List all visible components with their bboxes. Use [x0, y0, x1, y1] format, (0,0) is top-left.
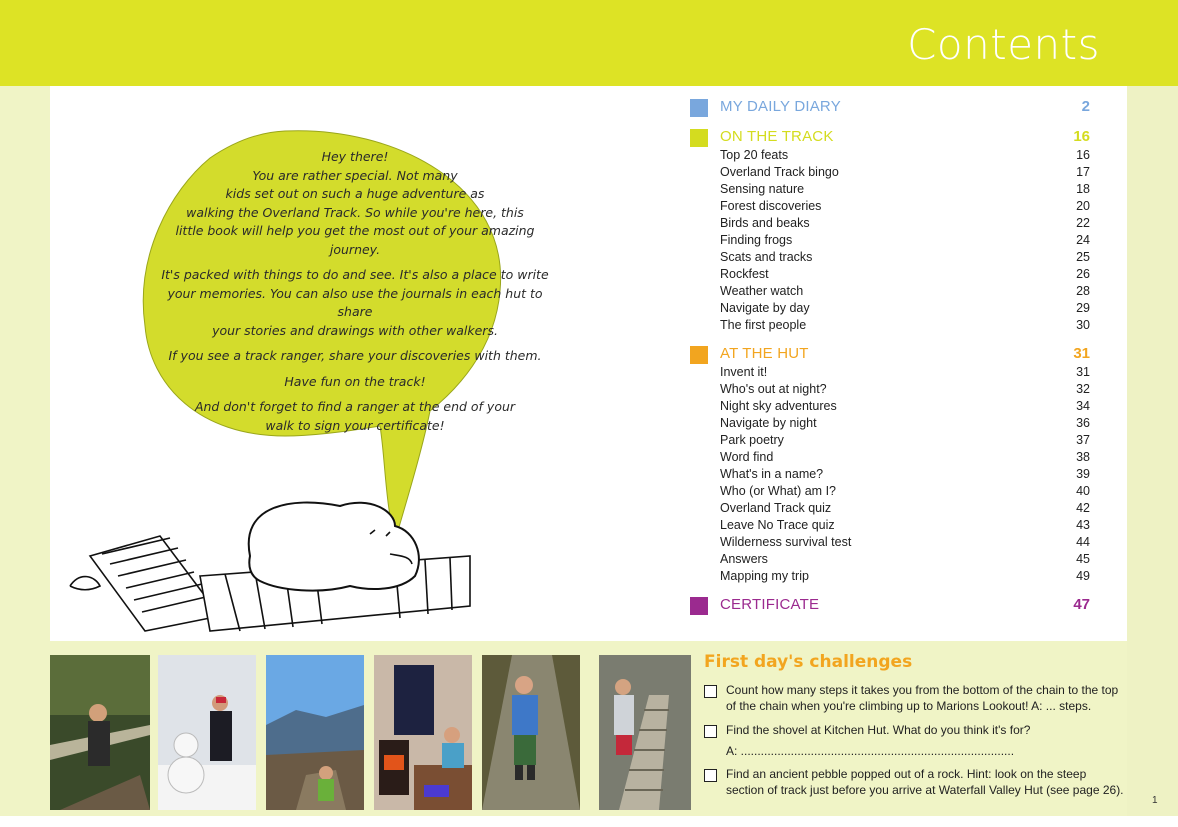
toc-section[interactable]	[690, 343, 1090, 365]
bubble-paragraph	[160, 373, 550, 392]
entry-label: Wilderness survival test	[720, 535, 852, 549]
toc-entry[interactable]	[720, 233, 1090, 250]
challenge-checkbox[interactable]	[704, 685, 717, 698]
entry-label: Night sky adventures	[720, 399, 837, 413]
section-page: 16	[1073, 128, 1090, 145]
section-page: 2	[1081, 98, 1090, 115]
section-color-square	[690, 129, 708, 147]
entry-label: Birds and beaks	[720, 216, 810, 230]
entry-label: Rockfest	[720, 267, 769, 281]
toc-entry[interactable]	[720, 535, 1090, 552]
entry-label: Finding frogs	[720, 233, 793, 247]
challenge-text: Find an ancient pebble popped out of a rock. Hint: look on the steep section of track just before you arrive at Waterfall Valley Hut (see page 26).	[726, 767, 1124, 797]
entry-page: 17	[1076, 165, 1090, 179]
entry-page: 34	[1076, 399, 1090, 413]
wombat-drawing	[70, 503, 470, 631]
challenge-item	[704, 766, 1124, 798]
challenges-title: First day's challenges	[704, 652, 913, 672]
entry-label: Scats and tracks	[720, 250, 813, 264]
toc-entry[interactable]	[720, 399, 1090, 416]
entry-page: 25	[1076, 250, 1090, 264]
entry-page: 26	[1076, 267, 1090, 281]
table-of-contents	[690, 96, 1090, 624]
entry-label: Who (or What) am I?	[720, 484, 836, 498]
toc-entry[interactable]	[720, 467, 1090, 484]
entry-page: 16	[1076, 148, 1090, 162]
toc-entry[interactable]	[720, 318, 1090, 335]
section-gap	[690, 335, 1090, 343]
entry-label: Overland Track bingo	[720, 165, 839, 179]
entry-page: 31	[1076, 365, 1090, 379]
right-margin-strip	[1127, 86, 1178, 816]
toc-entry[interactable]	[720, 165, 1090, 182]
entry-page: 30	[1076, 318, 1090, 332]
answer-line: A: ..................................................................................	[726, 744, 1015, 758]
bubble-line: It's packed with things to do and see. It's also a place to write	[161, 267, 549, 282]
entry-page: 22	[1076, 216, 1090, 230]
section-title: AT THE HUT	[720, 345, 809, 362]
entry-page: 32	[1076, 382, 1090, 396]
toc-entry[interactable]	[720, 199, 1090, 216]
photo-muddy-track	[482, 655, 580, 810]
section-color-square	[690, 346, 708, 364]
bubble-line: Hey there!	[321, 149, 389, 164]
bubble-line: Have fun on the track!	[284, 373, 426, 389]
section-title: CERTIFICATE	[720, 596, 820, 613]
bubble-paragraph	[160, 347, 550, 366]
photo-mountain-view	[266, 655, 364, 810]
page-number: 1	[1152, 795, 1158, 806]
section-entries	[720, 148, 1090, 335]
toc-entry[interactable]	[720, 301, 1090, 318]
bottom-margin	[0, 816, 1178, 827]
entry-label: Sensing nature	[720, 182, 805, 196]
bubble-line: walk to sign your certificate!	[265, 417, 445, 433]
toc-entry[interactable]	[720, 267, 1090, 284]
entry-label: Answers	[720, 552, 768, 566]
entry-label: Forest discoveries	[720, 199, 822, 213]
speech-bubble-text	[160, 148, 550, 442]
toc-entry[interactable]	[720, 182, 1090, 199]
challenge-text: Count how many steps it takes you from the bottom of the chain to the top of the chain when you're climbing up to Marions Lookout! A: ... steps.	[726, 683, 1119, 713]
challenge-item	[704, 722, 1124, 738]
section-color-square	[690, 597, 708, 615]
toc-entry[interactable]	[720, 450, 1090, 467]
section-title: MY DAILY DIARY	[720, 98, 841, 115]
entry-label: Top 20 feats	[720, 148, 789, 162]
photo-suspension-bridge	[50, 655, 150, 810]
section-gap	[690, 586, 1090, 594]
entry-label: Overland Track quiz	[720, 501, 832, 515]
bubble-paragraph	[160, 266, 550, 340]
entry-label: Weather watch	[720, 284, 804, 298]
section-color-square	[690, 99, 708, 117]
entry-page: 20	[1076, 199, 1090, 213]
entry-page: 40	[1076, 484, 1090, 498]
entry-page: 43	[1076, 518, 1090, 532]
section-page: 31	[1073, 345, 1090, 362]
entry-page: 38	[1076, 450, 1090, 464]
toc-entry[interactable]	[720, 552, 1090, 569]
entry-page: 28	[1076, 284, 1090, 298]
entry-label: Mapping my trip	[720, 569, 809, 583]
challenge-checkbox[interactable]	[704, 725, 717, 738]
bubble-line: your memories. You can also use the journals in each hut to share	[167, 285, 543, 319]
entry-page: 45	[1076, 552, 1090, 566]
first-day-challenges	[704, 652, 1124, 806]
bubble-paragraph	[160, 398, 550, 435]
toc-section[interactable]	[690, 96, 1090, 118]
entry-label: Invent it!	[720, 365, 768, 379]
toc-entry[interactable]	[720, 484, 1090, 501]
photo-boardwalk-steps	[599, 655, 691, 810]
entry-label: The first people	[720, 318, 807, 332]
bubble-line: little book will help you get the most out of your amazing	[175, 223, 535, 238]
page-title: Contents	[907, 20, 1100, 69]
bubble-paragraph	[160, 148, 550, 259]
challenge-item	[704, 682, 1124, 714]
toc-entry[interactable]	[720, 382, 1090, 399]
toc-section[interactable]	[690, 126, 1090, 148]
toc-entry[interactable]	[720, 569, 1090, 586]
bubble-line: journey.	[329, 241, 381, 257]
entry-page: 42	[1076, 501, 1090, 515]
toc-entry[interactable]	[720, 501, 1090, 518]
toc-entry[interactable]	[720, 518, 1090, 535]
bubble-line: kids set out on such a huge adventure as	[225, 186, 485, 201]
section-title: ON THE TRACK	[720, 128, 834, 145]
toc-entry[interactable]	[720, 433, 1090, 450]
toc-entry[interactable]	[720, 148, 1090, 165]
entry-label: What's in a name?	[720, 467, 824, 481]
toc-entry[interactable]	[720, 216, 1090, 233]
section-page: 47	[1073, 596, 1090, 613]
entry-label: Leave No Trace quiz	[720, 518, 835, 532]
toc-section[interactable]	[690, 594, 1090, 616]
entry-label: Park poetry	[720, 433, 784, 447]
section-gap	[690, 118, 1090, 126]
section-gap	[690, 616, 1090, 624]
toc-entry[interactable]	[720, 416, 1090, 433]
entry-page: 24	[1076, 233, 1090, 247]
entry-label: Who's out at night?	[720, 382, 827, 396]
entry-page: 37	[1076, 433, 1090, 447]
page-header	[0, 0, 1178, 86]
section-entries	[720, 365, 1090, 586]
entry-page: 36	[1076, 416, 1090, 430]
entry-page: 49	[1076, 569, 1090, 583]
entry-page: 18	[1076, 182, 1090, 196]
entry-label: Word find	[720, 450, 774, 464]
entry-page: 39	[1076, 467, 1090, 481]
challenge-text: Find the shovel at Kitchen Hut. What do you think it's for?	[726, 723, 1031, 737]
toc-entry[interactable]	[720, 365, 1090, 382]
bubble-line: You are rather special. Not many	[252, 167, 458, 183]
toc-entry[interactable]	[720, 284, 1090, 301]
photo-hut-interior	[374, 655, 472, 810]
entry-page: 44	[1076, 535, 1090, 549]
entry-label: Navigate by night	[720, 416, 817, 430]
toc-entry[interactable]	[720, 250, 1090, 267]
entry-page: 29	[1076, 301, 1090, 315]
bubble-line: your stories and drawings with other walkers.	[212, 322, 498, 338]
bubble-line: walking the Overland Track. So while you're here, this	[186, 204, 524, 220]
bubble-line: If you see a track ranger, share your discoveries with them.	[168, 348, 542, 363]
photo-snowman	[158, 655, 256, 810]
bubble-line: And don't forget to find a ranger at the end of your	[194, 399, 516, 414]
challenge-checkbox[interactable]	[704, 769, 717, 782]
entry-label: Navigate by day	[720, 301, 810, 315]
